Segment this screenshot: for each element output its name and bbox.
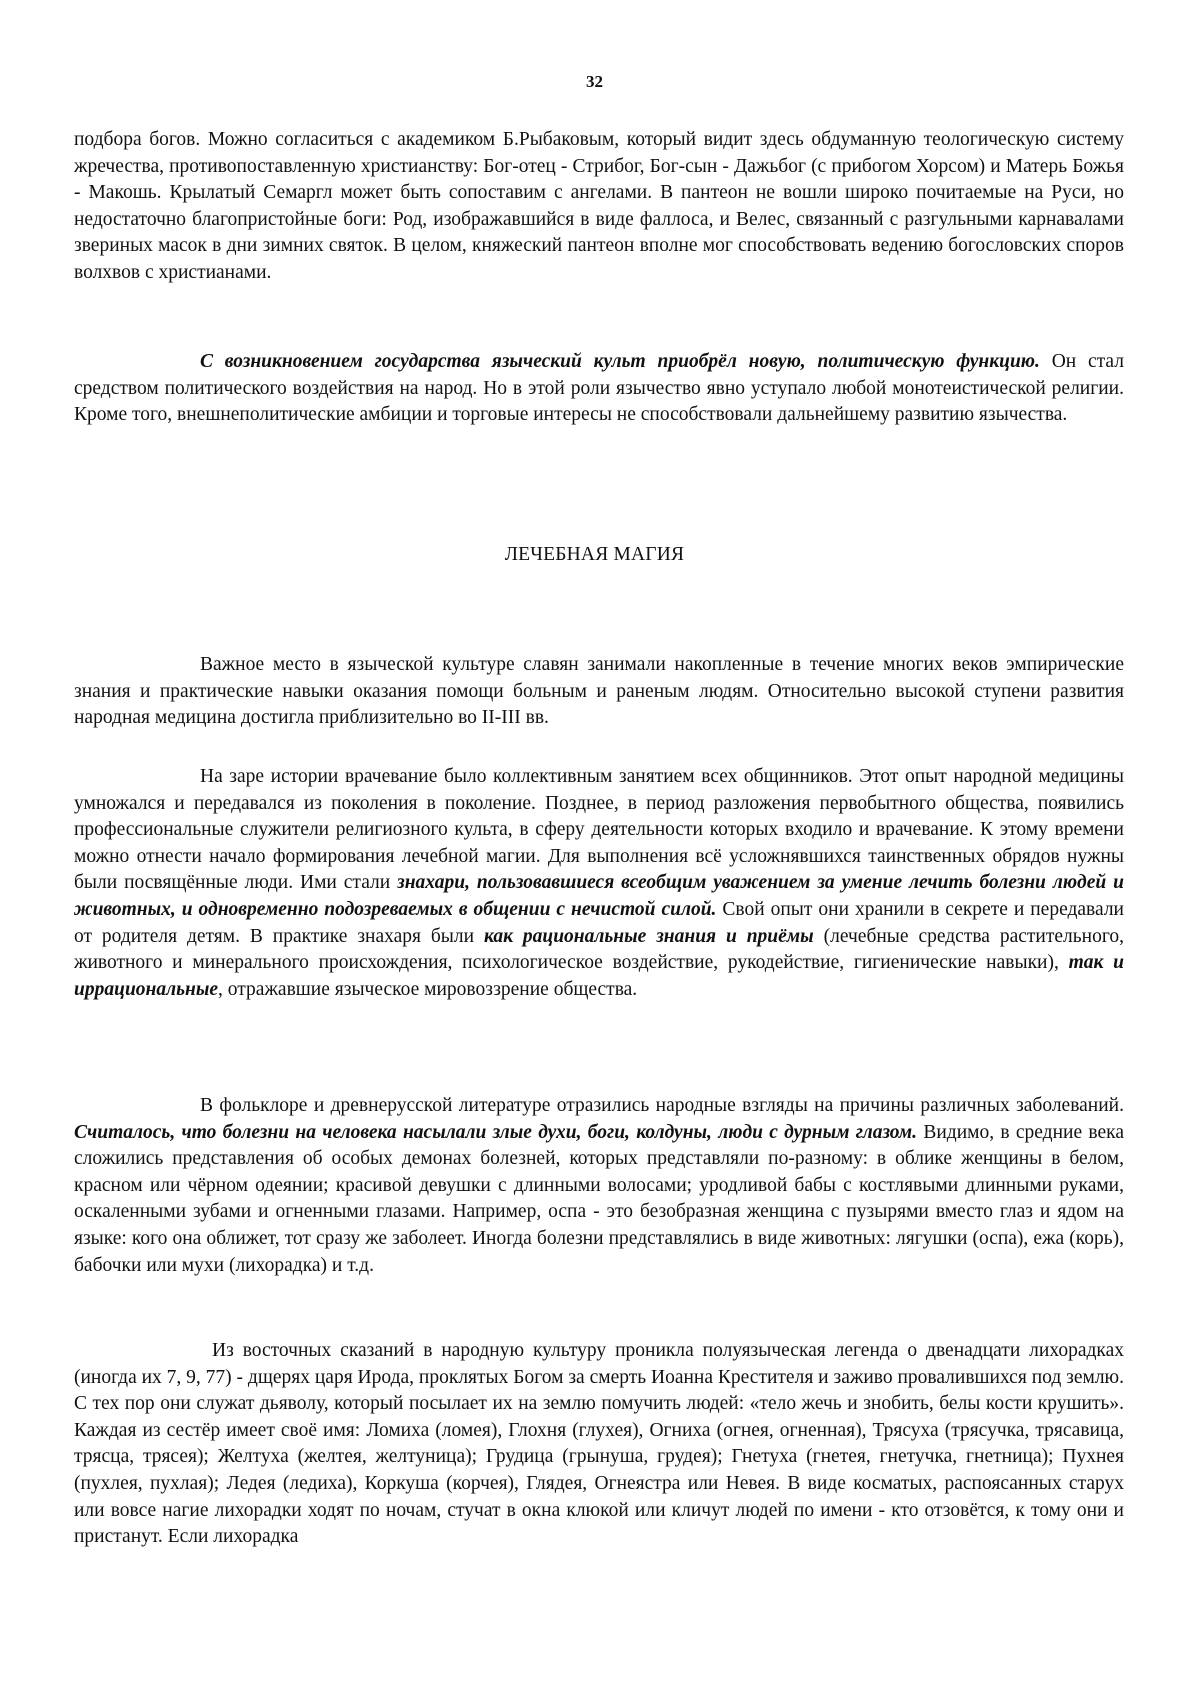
paragraph-text: (лечебные средства растительного, животного и минерального происхождения, психологическое воздействие, рукодействие, гигиенические навыки), [74, 925, 1124, 974]
section-heading: ЛЕЧЕБНАЯ МАГИЯ [504, 544, 685, 565]
paragraph-text: На заре истории врачевание было коллективным занятием всех общинников. Этот опыт народной медицины умножался и передавался из поколения в поколение. Позднее, в период разложения первобытного общества, появились профессиональные служители религиозного культа, в сферу деятельности которых входило и врачевание. К этому времени можно отнести начало формирования лечебной магии. Для выполнения всё усложнявшихся таинственных обрядов нужны были посвящённые люди. Ими стали [74, 766, 1124, 894]
emphasis-irrational: так и иррациональные [74, 952, 1124, 1000]
paragraph-text: , отражавшие языческое мировоззрение общества. [218, 978, 638, 1000]
emphasis-political-function: С возникновением государства языческий культ приобрёл новую, политическую функцию. [200, 351, 1040, 372]
page-number: 32 [586, 72, 603, 91]
paragraph-text: Свой опыт они хранили в секрете и передавали от родителя детям. В практике знахаря были [74, 898, 1124, 947]
paragraph-political-function [74, 349, 1124, 429]
paragraph-text: Видимо, в средние века сложились представления об особых демонах болезней, которых представляли по-разному: в облике женщины в белом, красном или чёрном одеянии; красивой девушки с длинными волосами; уродливой бабы с костлявыми длинными руками, оскаленными зубами и огненными глазами. Например, оспа - это безобразная женщина с пузырями вместо глаз и ядом на языке: кого она оближет, тот сразу же заболеет. Иногда болезни представлялись в виде животных: лягушки (оспа), ежа (корь), бабочки или мухи (лихорадка) и т.д. [74, 1121, 1124, 1276]
paragraph-healers [74, 764, 1124, 1003]
paragraph-twelve-fevers: Из восточных сказаний в народную культуру проникла полуязыческая легенда о двенадцати лихорадках (иногда их 7, 9, 77) - дщерях царя Ирода, проклятых Богом за смерть Иоанна Крестителя и заживо провалившихся под землю. С тех пор они служат дьяволу, который посылает их на землю помучить людей: «тело жечь и знобить, белы кости крушить». Каждая из сестёр имеет своё имя: Ломиха (ломея), Глохня (глухея), Огниха (огнея, огненная), Трясуха (трясучка, трясавица, трясца, трясея); Желтуха (желтея, желтуница); Грудица (грынуша, грудея); Гнетуха (гнетея, гнетучка, гнетница); Пухнея (пухлея, пухлая); Ледея (ледиха), Коркуша (корчея), Глядея, Огнеястра или Невея. В виде косматых, распоясанных старух или вовсе нагие лихорадки ходят по ночам, стучат в окна клюкой или кличут людей по имени - кто отзовётся, к тому они и пристанут. Если лихорадка [74, 1340, 1124, 1548]
paragraph-empirical-knowledge: Важное место в языческой культуре славян занимали накопленные в течение многих веков эмпирические знания и практические навыки оказания помощи больным и раненым людям. Относительно высокой ступени развития народная медицина достигла приблизительно во II-III вв. [74, 654, 1124, 729]
emphasis-rational: как рациональные знания и приёмы [483, 925, 814, 947]
paragraph-text: Он стал средством политического воздействия на народ. Но в этой роли язычество явно уступало любой монотеистической религии. Кроме того, внешнеполитические амбиции и торговые интересы не способствовали дальнейшему развитию язычества. [74, 351, 1124, 426]
paragraph-folklore [74, 1093, 1124, 1279]
paragraph-pantheon: подбора богов. Можно согласиться с академиком Б.Рыбаковым, который видит здесь обдуманную теологическую систему жречества, противопоставленную христианству: Бог-отец - Стрибог, Бог-сын - Дажьбог (с прибогом Хорсом) и Матерь Божья - Макошь. Крылатый Семаргл может быть сопоставим с ангелами. В пантеон не вошли широко почитаемые на Руси, но недостаточно благопристойные боги: Род, изображавшийся в виде фаллоса, и Велес, связанный с разгульными карнавалами звериных масок в дни зимних святок. В целом, княжеский пантеон вполне мог способствовать ведению богословских споров волхвов с христианами. [74, 129, 1124, 283]
emphasis-healers: знахари, пользовавшиеся всеобщим уважением за умение лечить болезни людей и животных, и одновременно подозреваемых в общении с нечистой силой. [74, 872, 1124, 920]
emphasis-causes: Считалось, что болезни на человека насылали злые духи, боги, колдуны, люди с дурным глазом. [74, 1121, 918, 1143]
paragraph-text: В фольклоре и древнерусской литературе отразились народные взгляды на причины различных заболеваний. [200, 1095, 1124, 1116]
